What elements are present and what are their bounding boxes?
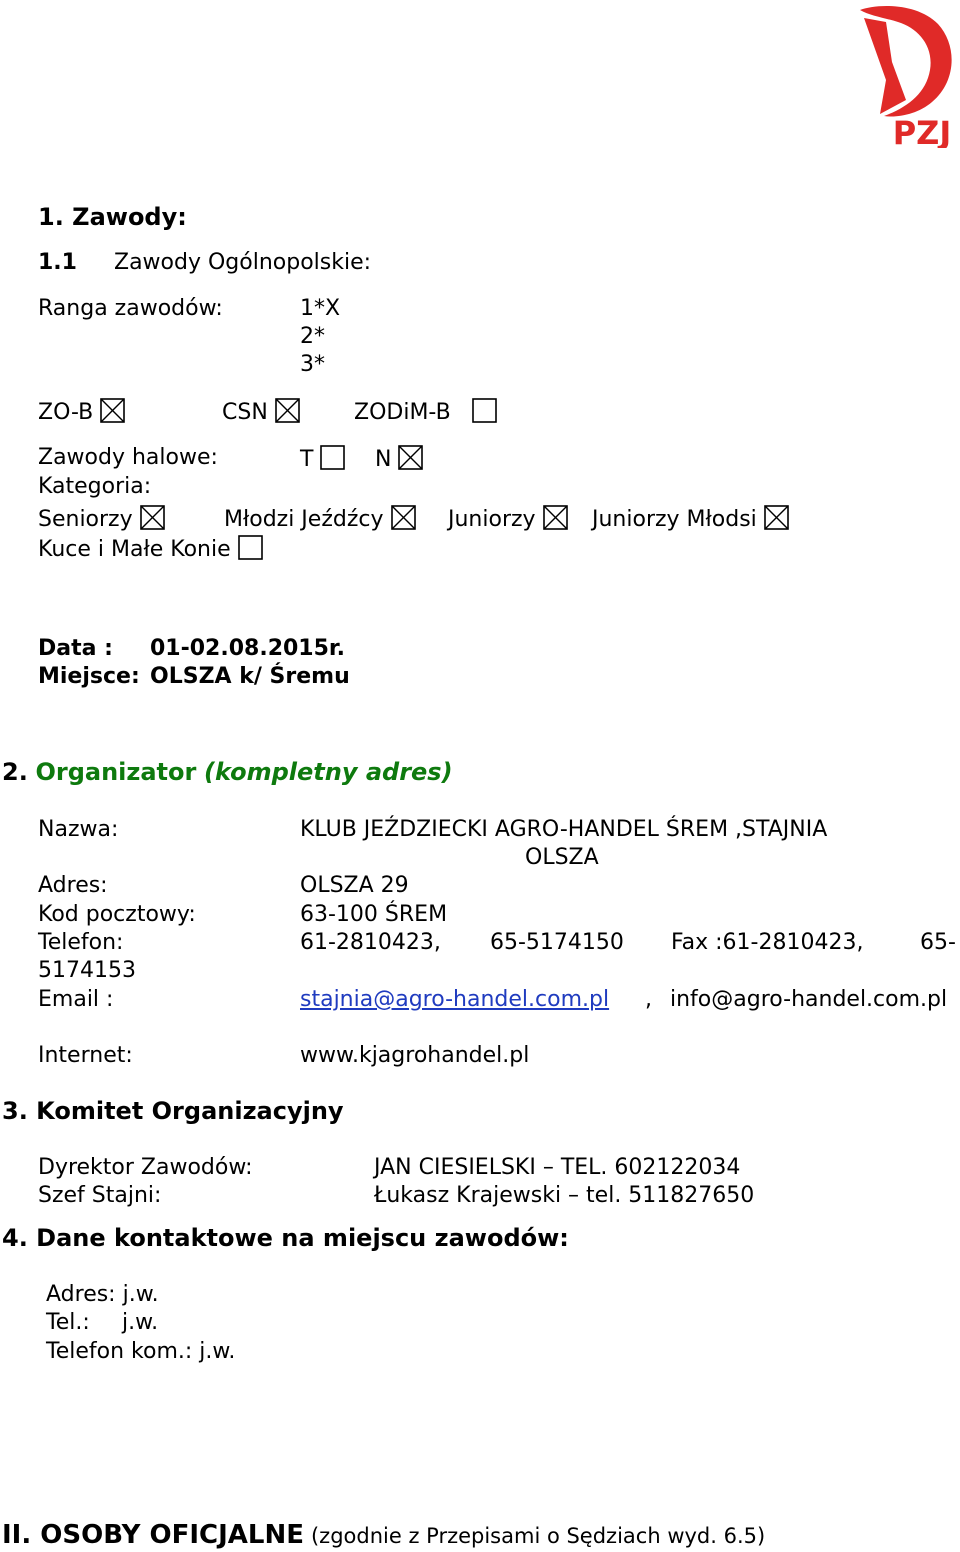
email-separator: ,: [645, 987, 652, 1012]
type-zo-b[interactable]: [38, 398, 125, 426]
section-2-heading: Organizator: [35, 758, 197, 786]
kod-label: Kod pocztowy:: [38, 902, 196, 927]
section-4-title: 4. Dane kontaktowe na miejscu zawodów:: [2, 1224, 569, 1252]
adres-label: Adres:: [38, 873, 108, 898]
ranga-option-1: 1*X: [300, 296, 341, 321]
contact-telkom: Telefon kom.: j.w.: [46, 1339, 236, 1364]
halowe-option-label: N: [375, 447, 392, 472]
fax-continuation-a: 65-: [920, 930, 956, 955]
type-label: CSN: [222, 400, 268, 425]
empty-box-icon[interactable]: [472, 398, 497, 423]
subsection-title: Zawody Ogólnopolskie:: [114, 250, 372, 275]
contact-adres: Adres: j.w.: [46, 1282, 159, 1307]
category-label: Seniorzy: [38, 507, 133, 532]
section-1-title: 1. Zawody:: [38, 203, 187, 231]
szef-value: Łukasz Krajewski – tel. 511827650: [374, 1183, 755, 1208]
checked-box-icon[interactable]: [275, 398, 300, 423]
halowe-t[interactable]: [300, 445, 345, 473]
checked-box-icon[interactable]: [391, 505, 416, 530]
checked-box-icon[interactable]: [543, 505, 568, 530]
data-label: Data :: [38, 636, 113, 661]
checked-box-icon[interactable]: [100, 398, 125, 423]
kod-value: 63-100 ŚREM: [300, 902, 448, 927]
email-link[interactable]: stajnia@agro-handel.com.pl: [300, 987, 610, 1012]
fax-continuation-b: 5174153: [38, 958, 136, 983]
telefon-value-2: 65-5174150: [490, 930, 624, 955]
miejsce-value: OLSZA k/ Śremu: [150, 664, 350, 689]
section-ii-note: (zgodnie z Przepisami o Sędziach wyd. 6.5): [310, 1524, 766, 1548]
email-2: info@agro-handel.com.pl: [670, 987, 948, 1012]
ranga-option-3: 3*: [300, 352, 325, 377]
category-label: Kuce i Małe Konie: [38, 537, 231, 562]
telefon-label: Telefon:: [38, 930, 124, 955]
data-value: 01-02.08.2015r.: [150, 636, 345, 661]
contact-tel-label: Tel.:: [46, 1310, 90, 1335]
internet-value: www.kjagrohandel.pl: [300, 1043, 530, 1068]
pzj-logo-mark: [846, 2, 958, 148]
nazwa-line-1: KLUB JEŹDZIECKI AGRO-HANDEL ŚREM ,STAJNIA: [300, 817, 828, 842]
fax-value: Fax :61-2810423,: [671, 930, 864, 955]
halowe-option-label: T: [300, 447, 314, 472]
ranga-option-2: 2*: [300, 324, 325, 349]
category-juniorzy[interactable]: [448, 505, 568, 533]
category-label: Juniorzy Młodsi: [592, 507, 757, 532]
telefon-value-1: 61-2810423,: [300, 930, 441, 955]
section-2-number: 2.: [2, 758, 28, 786]
logo-text: PZJ: [892, 114, 952, 148]
dyrektor-value: JAN CIESIELSKI – TEL. 602122034: [374, 1155, 741, 1180]
pzj-logo: [846, 2, 958, 148]
halowe-label: Zawody halowe:: [38, 445, 218, 470]
kategoria-label: Kategoria:: [38, 474, 152, 499]
empty-box-icon[interactable]: [320, 445, 345, 470]
adres-value: OLSZA 29: [300, 873, 409, 898]
category-label: Młodzi Jeźdźcy: [224, 507, 384, 532]
subsection-number: 1.1: [38, 250, 77, 275]
miejsce-label: Miejsce:: [38, 664, 140, 689]
type-zodim-b[interactable]: [354, 398, 497, 426]
ranga-label: Ranga zawodów:: [38, 296, 223, 321]
nazwa-line-2: OLSZA: [525, 845, 599, 870]
email-label: Email :: [38, 987, 114, 1012]
contact-tel-value: j.w.: [122, 1310, 159, 1335]
section-2-title: [2, 758, 453, 787]
section-ii-title: [2, 1520, 765, 1551]
category-seniorzy[interactable]: [38, 505, 165, 533]
szef-label: Szef Stajni:: [38, 1183, 162, 1208]
type-label: ZODiM-B: [354, 400, 451, 425]
section-3-title: 3. Komitet Organizacyjny: [2, 1097, 344, 1125]
type-label: ZO-B: [38, 400, 94, 425]
category-mlodzi-jezdzcy[interactable]: [224, 505, 416, 533]
category-kuce[interactable]: [38, 535, 263, 563]
category-label: Juniorzy: [448, 507, 536, 532]
halowe-n[interactable]: [375, 445, 423, 473]
category-juniorzy-mlodsi[interactable]: [592, 505, 789, 533]
section-2-note: (kompletny adres): [204, 758, 453, 786]
checked-box-icon[interactable]: [140, 505, 165, 530]
section-ii-heading: II. OSOBY OFICJALNE: [2, 1520, 304, 1550]
nazwa-label: Nazwa:: [38, 817, 119, 842]
checked-box-icon[interactable]: [398, 445, 423, 470]
type-csn[interactable]: [222, 398, 300, 426]
checked-box-icon[interactable]: [764, 505, 789, 530]
dyrektor-label: Dyrektor Zawodów:: [38, 1155, 253, 1180]
empty-box-icon[interactable]: [238, 535, 263, 560]
internet-label: Internet:: [38, 1043, 133, 1068]
